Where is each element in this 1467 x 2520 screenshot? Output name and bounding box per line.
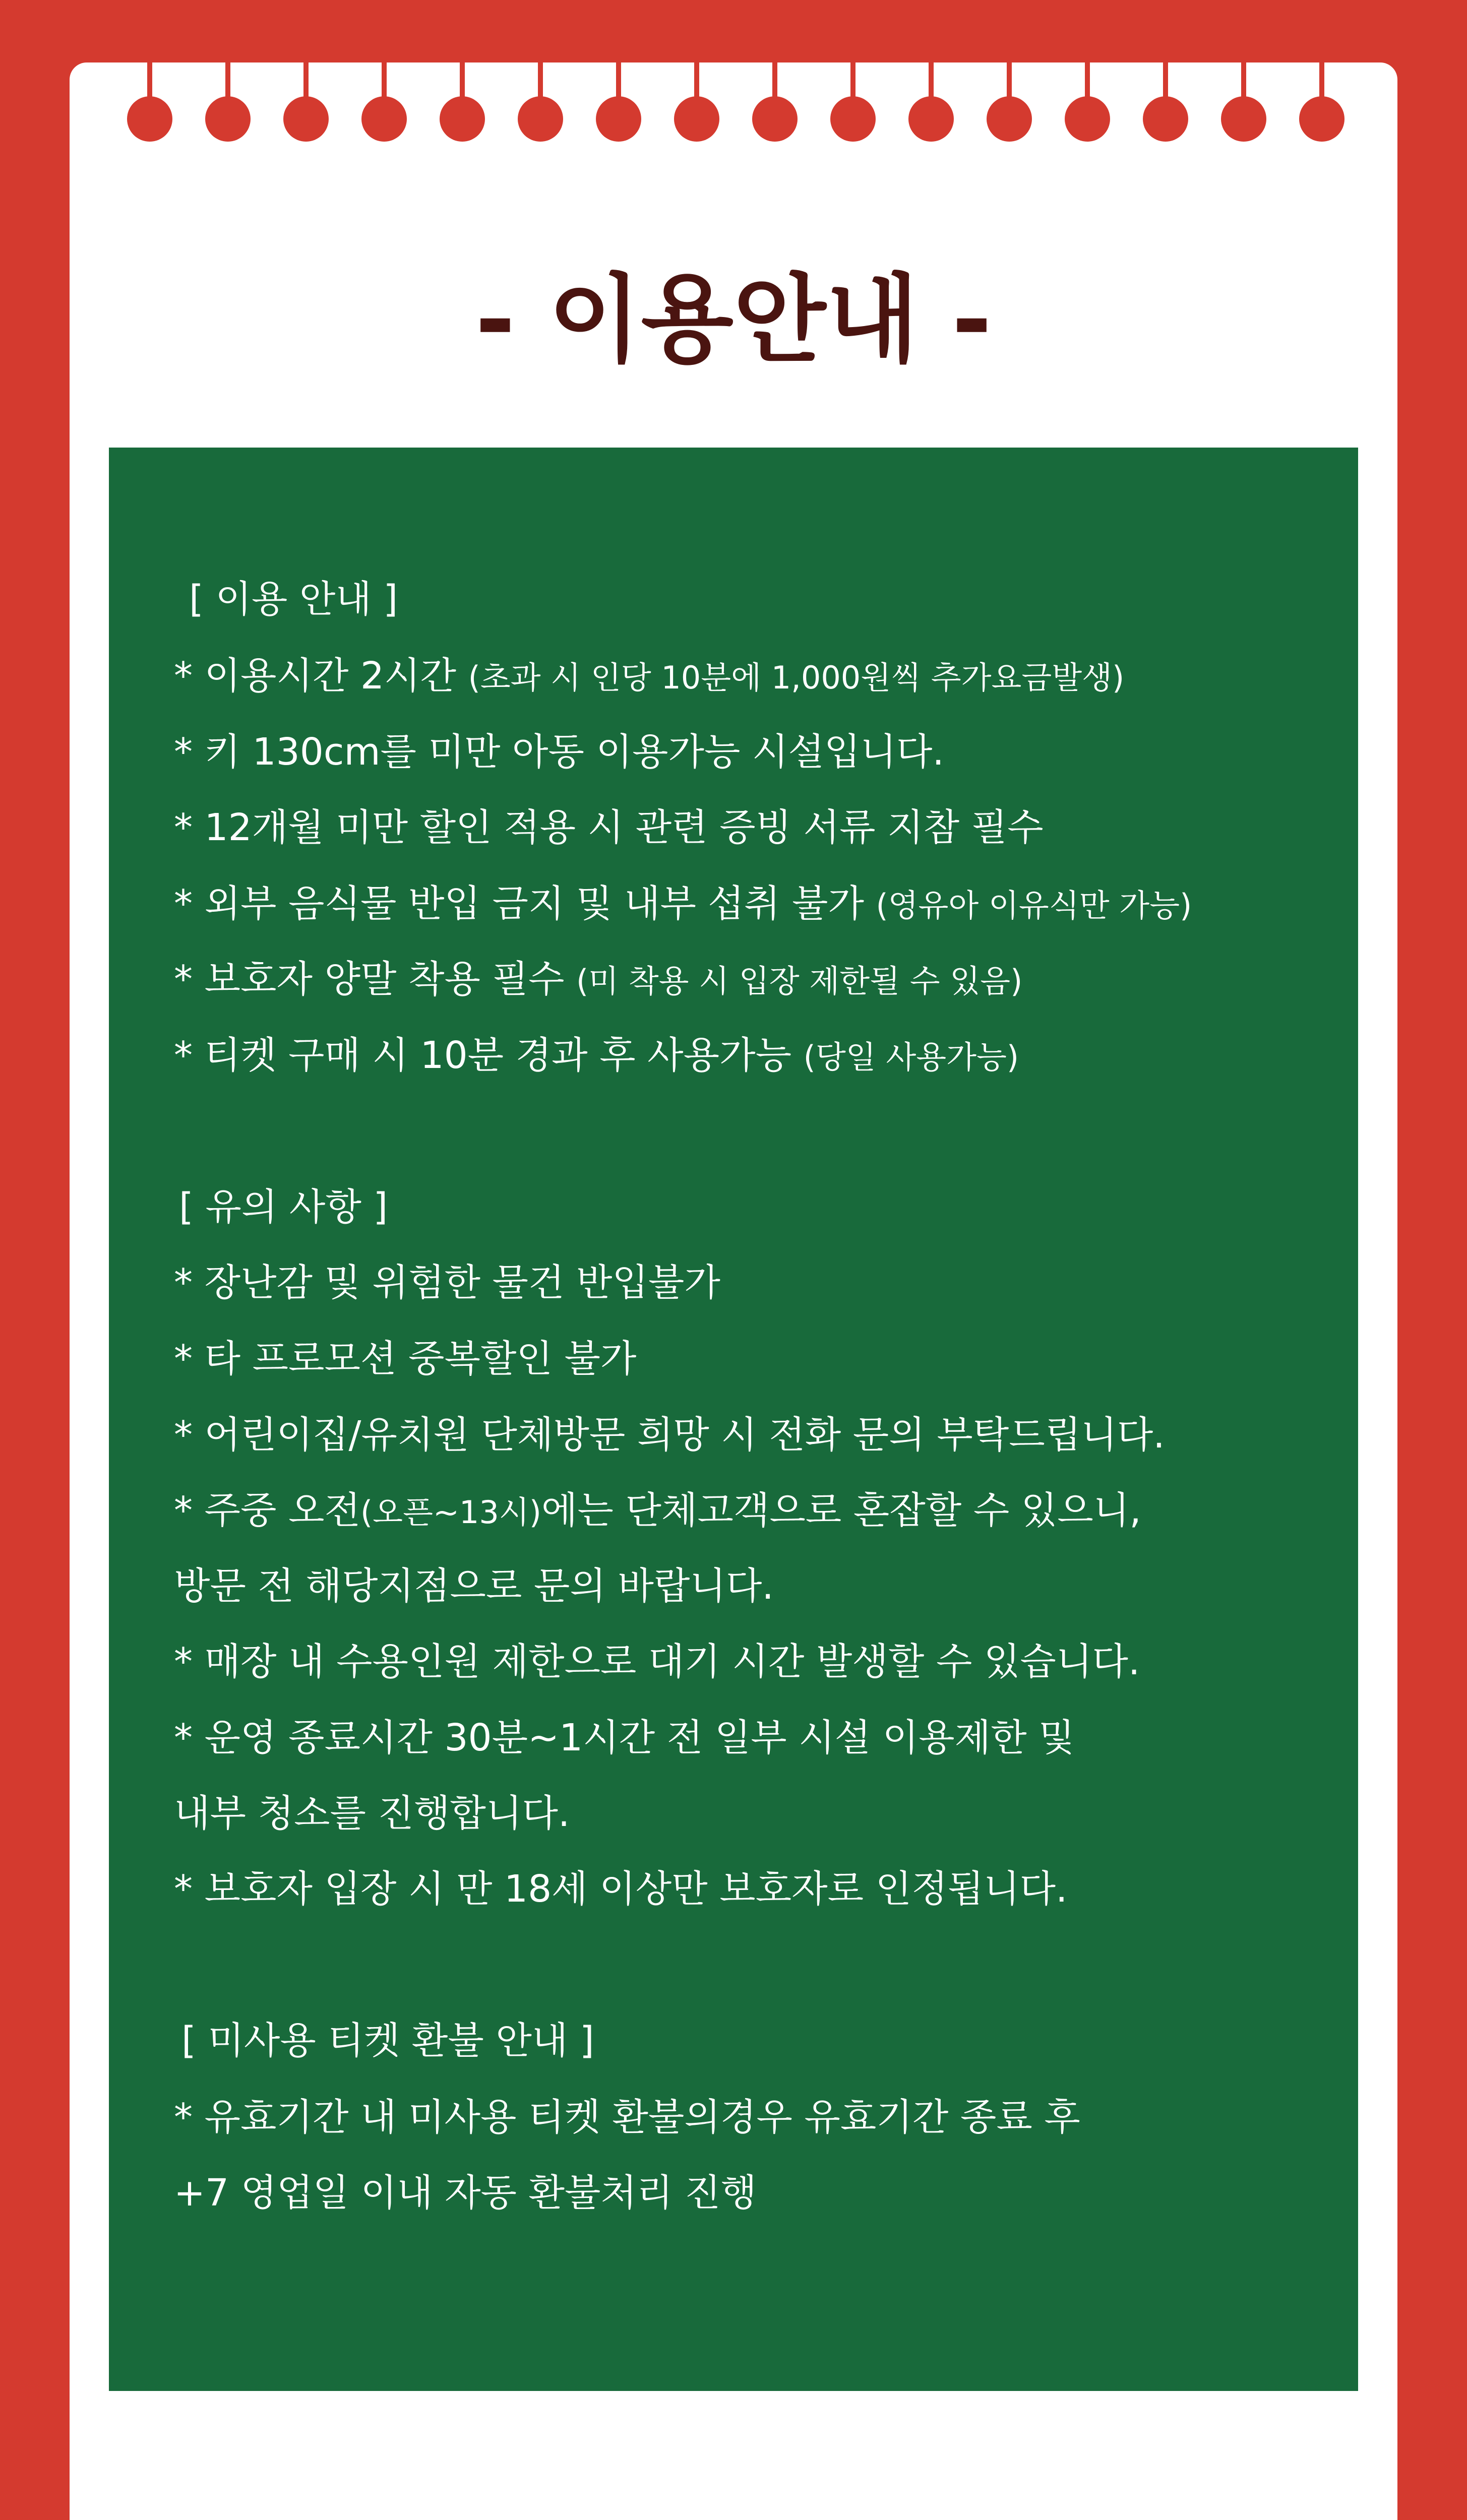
caution-item: * 어린이집/유치원 단체방문 희망 시 전화 문의 부탁드립니다. xyxy=(174,1413,1165,1457)
refund-item: * 유효기간 내 미사용 티켓 환불의경우 유효기간 종료 후 xyxy=(174,2096,1080,2139)
spiral-ring-icon xyxy=(830,62,876,142)
caution-item: 내부 청소를 진행합니다. xyxy=(174,1792,570,1835)
caution-item: * 보호자 입장 시 만 18세 이상만 보호자로 인정됩니다. xyxy=(174,1867,1068,1911)
spiral-ring-icon xyxy=(596,62,641,142)
caution-item: * 주중 오전(오픈~13시)에는 단체고객으로 혼잡할 수 있으니, xyxy=(174,1489,1141,1532)
caution-item: * 운영 종료시간 30분~1시간 전 일부 시설 이용제한 및 xyxy=(174,1716,1075,1759)
caution-item: * 장난감 및 위험한 물건 반입불가 xyxy=(174,1261,720,1304)
caution-item: 방문 전 해당지점으로 문의 바랍니다. xyxy=(174,1564,774,1608)
usage-rule: * 이용시간 2시간 (초과 시 인당 10분에 1,000원씩 추가요금발생) xyxy=(174,654,1125,698)
section-heading-usage: [ 이용 안내 ] xyxy=(189,578,398,621)
spiral-ring-icon xyxy=(283,62,329,142)
spiral-ring-icon xyxy=(987,62,1032,142)
spiral-ring-icon xyxy=(518,62,563,142)
spiral-ring-icon xyxy=(127,62,172,142)
caution-item: * 타 프로모션 중복할인 불가 xyxy=(174,1337,637,1380)
usage-rule: * 티켓 구매 시 10분 경과 후 사용가능 (당일 사용가능) xyxy=(174,1034,1019,1077)
spiral-ring-icon xyxy=(674,62,719,142)
spiral-ring-icon xyxy=(440,62,485,142)
caution-item: * 매장 내 수용인원 제한으로 대기 시간 발생할 수 있습니다. xyxy=(174,1640,1140,1683)
refund-item: +7 영업일 이내 자동 환불처리 진행 xyxy=(174,2171,757,2215)
spiral-ring-icon xyxy=(1065,62,1110,142)
spiral-ring-icon xyxy=(1299,62,1344,142)
usage-rule: * 12개월 미만 할인 적용 시 관련 증빙 서류 지참 필수 xyxy=(174,806,1044,849)
usage-rule: * 보호자 양말 착용 필수 (미 착용 시 입장 제한될 수 있음) xyxy=(174,958,1023,1001)
spiral-ring-icon xyxy=(908,62,954,142)
section-heading-cautions: [ 유의 사항 ] xyxy=(179,1185,388,1229)
spiral-ring-icon xyxy=(1221,62,1266,142)
spiral-ring-icon xyxy=(752,62,798,142)
usage-rule: * 키 130cm를 미만 아동 이용가능 시설입니다. xyxy=(174,730,944,774)
section-heading-refund: [ 미사용 티켓 환불 안내 ] xyxy=(181,2019,594,2062)
spiral-ring-icon xyxy=(361,62,407,142)
page-title: - 이용안내 - xyxy=(475,264,992,375)
spiral-ring-icon xyxy=(1143,62,1188,142)
spiral-ring-icon xyxy=(205,62,251,142)
usage-rule: * 외부 음식물 반입 금지 및 내부 섭취 불가 (영유아 이유식만 가능) xyxy=(174,882,1192,925)
